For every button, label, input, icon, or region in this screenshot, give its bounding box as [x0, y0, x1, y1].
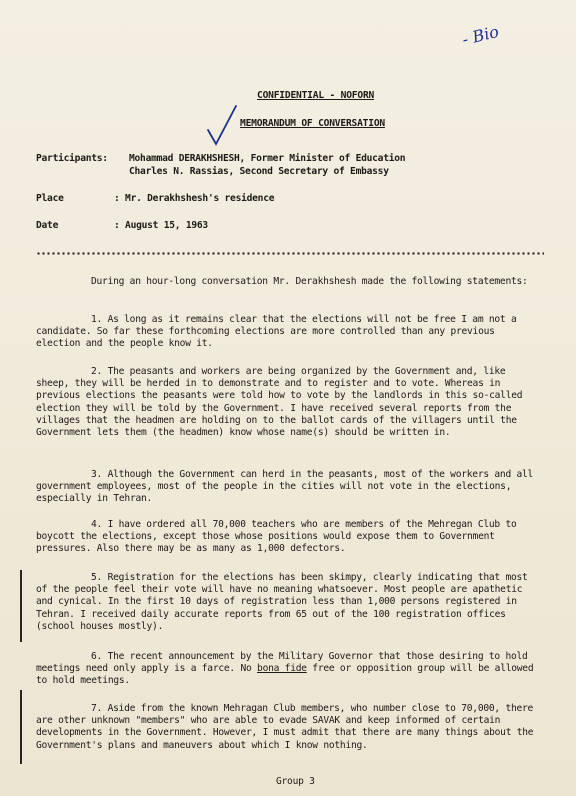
footer-group: Group 3 [276, 776, 315, 787]
bona-fide-underlined: bona fide [257, 663, 307, 675]
memo-title: MEMORANDUM OF CONVERSATION [240, 118, 385, 129]
checkmark-mark [206, 104, 240, 160]
paragraph-4: 4. I have ordered all 70,000 teachers who are members of the Mehregan Club to boycott the elections, except those whose positions would expose them to Government pressures. Also there may be as many as 1,000 defectors. [36, 519, 517, 555]
paragraph-6: 6. The recent announcement by the Military Governor that those desiring to hold meetings need only apply is a farce. No bona fide free or opposition group will be allowed to hold meetings. [36, 651, 534, 687]
paragraph-1: 1. As long as it remains clear that the elections will not be free I am not a candidate. So far these forthcoming elections are more controlled than any previous election and the people know it. [36, 314, 517, 350]
place-label: Place [36, 193, 64, 204]
paragraph-2: 2. The peasants and workers are being organized by the Government and, like sheep, they will be herded in to demonstrate and to register and to vote. Whereas in previous elections the peasants were told how to vote by the landlords in this so-called election they will be told by the Government. I have received several reports from the villages that the headmen are holding on to the ballot cards of the villagers until the Government lets them (the headmen) know whose name(s) should be written in. [36, 366, 523, 439]
date-label: Date [36, 220, 59, 231]
dotted-separator [36, 252, 544, 255]
paragraph-7: 7. Aside from the known Mehragan Club members, who number close to 70,000, there are other unknown "members" who are able to evade SAVAK and keep informed of certain developments in the Government. However, I must admit that there are many things about the Government's plans and maneuvers about which I know nothing. [36, 703, 534, 751]
participant-1: Mohammad DERAKHSHESH, Former Minister of Education [129, 153, 406, 164]
margin-line-upper [20, 570, 22, 642]
participant-2: Charles N. Rassias, Second Secretary of Embassy [129, 166, 389, 177]
margin-line-lower [20, 690, 22, 764]
paragraph-3: 3. Although the Government can herd in the peasants, most of the workers and all government employees, most of the people in the cities will not vote in the elections, especially in Tehran. [36, 469, 534, 505]
intro-paragraph: During an hour-long conversation Mr. Derakhshesh made the following statements: [91, 276, 528, 287]
date-value: : August 15, 1963 [114, 220, 208, 231]
classification-header: CONFIDENTIAL - NOFORN [257, 90, 375, 101]
paragraph-5: 5. Registration for the elections has been skimpy, clearly indicating that most of the people feel their vote will have no meaning whatsoever. Most people are apathetic and cynical. In the first 10 days of registration less than 1,000 persons registered in Tehran. I received daily accurate reports from 65 out of the 100 registration offices (school houses mostly). [36, 572, 528, 632]
participants-label: Participants: [36, 153, 108, 164]
handwritten-annotation: - Bio [460, 21, 501, 50]
place-value: : Mr. Derakhshesh's residence [114, 193, 275, 204]
